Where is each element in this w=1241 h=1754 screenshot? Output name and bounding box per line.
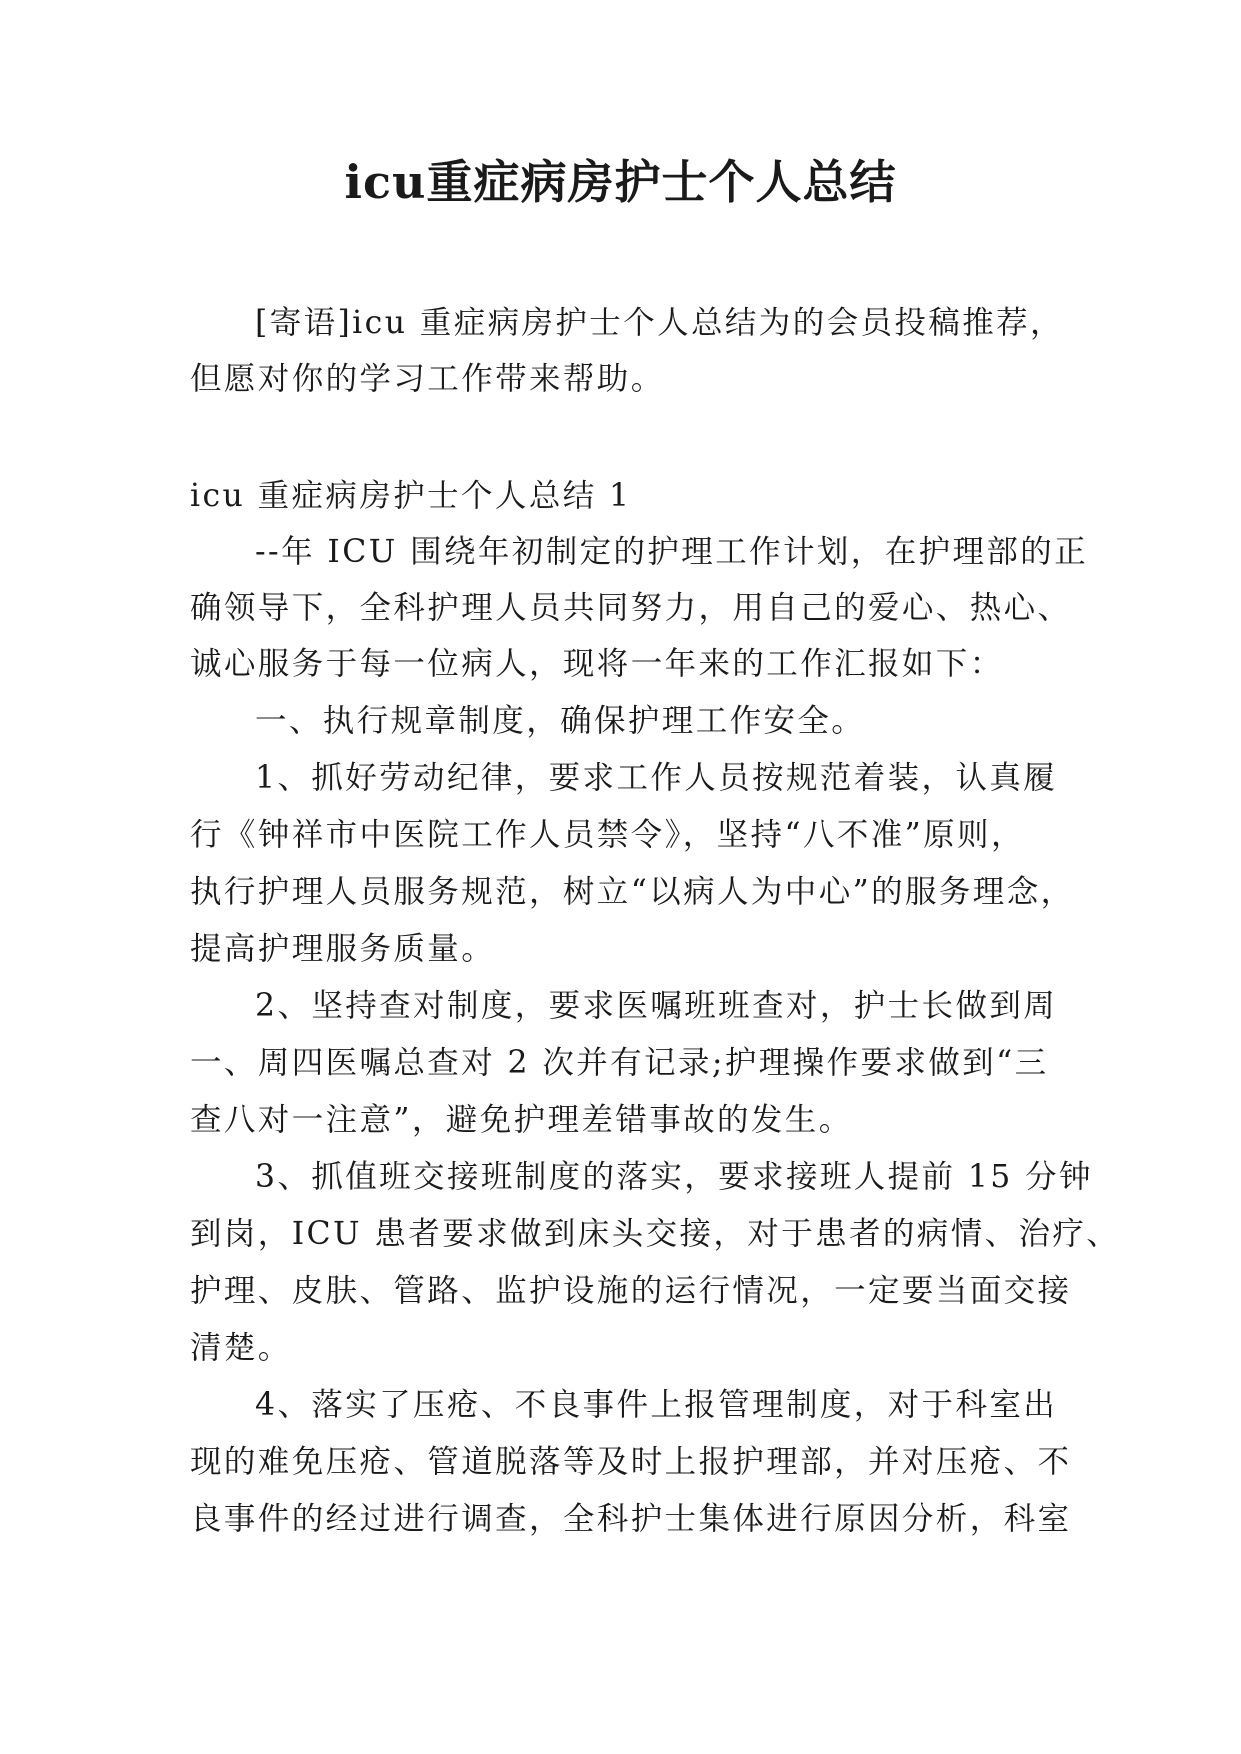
- preface-line-1: [寄语]icu 重症病房护士个人总结为的会员投稿推荐，: [255, 305, 1064, 341]
- paragraph-line: 现的难免压疮、管道脱落等及时上报护理部，并对压疮、不: [190, 1444, 1072, 1480]
- paragraph-line: --年 ICU 围绕年初制定的护理工作计划，在护理部的正: [255, 534, 1089, 570]
- paragraph-line: 3、抓值班交接班制度的落实，要求接班人提前 15 分钟: [255, 1159, 1093, 1195]
- paragraph-line: 查八对一注意”，避免护理差错事故的发生。: [190, 1102, 853, 1138]
- paragraph-line: 到岗，ICU 患者要求做到床头交接，对于患者的病情、治疗、: [190, 1216, 1121, 1252]
- paragraph-line: 护理、皮肤、管路、监护设施的运行情况，一定要当面交接: [190, 1273, 1072, 1309]
- paragraph-line: 一、周四医嘱总查对 2 次并有记录;护理操作要求做到“三: [190, 1045, 1049, 1081]
- paragraph-line: 良事件的经过进行调查，全科护士集体进行原因分析，科室: [190, 1501, 1072, 1537]
- paragraph-line: 4、落实了压疮、不良事件上报管理制度，对于科室出: [255, 1387, 1058, 1423]
- paragraph-line: 1、抓好劳动纪律，要求工作人员按规范着装，认真履: [255, 760, 1058, 796]
- paragraph-line: 执行护理人员服务规范，树立“以病人为中心”的服务理念，: [190, 874, 1075, 910]
- preface-line-2: 但愿对你的学习工作带来帮助。: [190, 361, 665, 397]
- document-title: icu重症病房护士个人总结: [344, 155, 897, 209]
- paragraph-line: 行《钟祥市中医院工作人员禁令》，坚持“八不准”原则，: [190, 817, 1025, 853]
- paragraph-line: 确领导下，全科护理人员共同努力，用自己的爱心、热心、: [190, 590, 1072, 626]
- paragraph-line: 提高护理服务质量。: [190, 931, 496, 967]
- subheading-line: 一、执行规章制度，确保护理工作安全。: [255, 703, 866, 739]
- paragraph-line: 诚心服务于每一位病人，现将一年来的工作汇报如下：: [190, 646, 1004, 682]
- section-heading: icu 重症病房护士个人总结 1: [190, 478, 632, 514]
- paragraph-line: 清楚。: [190, 1330, 292, 1366]
- paragraph-line: 2、坚持查对制度，要求医嘱班班查对，护士长做到周: [255, 988, 1058, 1024]
